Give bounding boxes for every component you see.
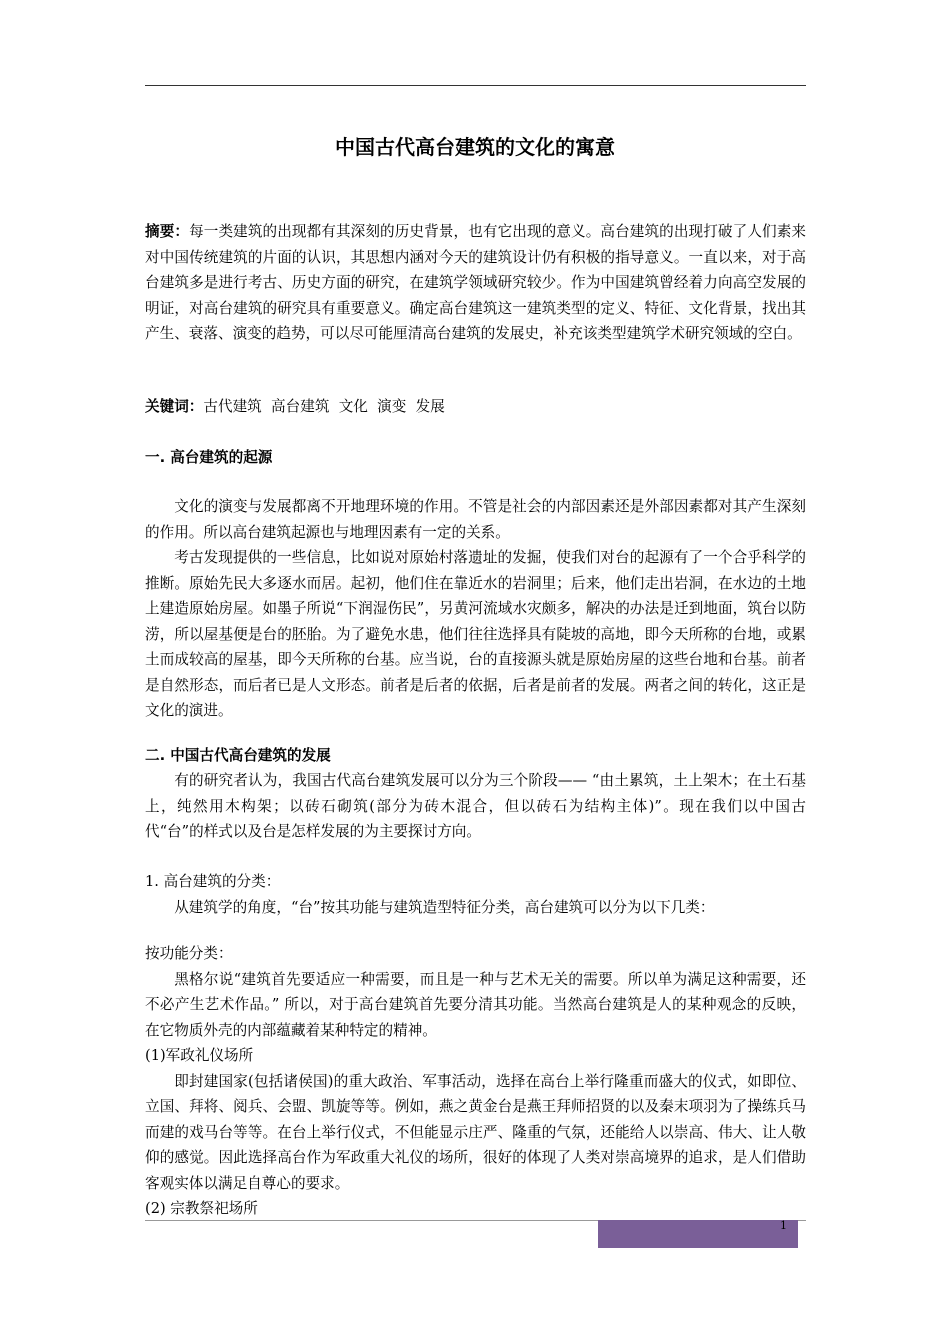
keywords-paragraph bbox=[145, 394, 806, 420]
keywords-text: 古代建筑 高台建筑 文化 演变 发展 bbox=[203, 398, 445, 415]
abstract-text: 每一类建筑的出现都有其深刻的历史背景，也有它出现的意义。高台建筑的出现打破了人们素来对中国传统建筑的片面的认识，其思想内涵对今天的建筑设计仍有积极的指导意义。一直以来，对于高台建筑多是进行考古、历史方面的研究，在建筑学领域研究较少。作为中国建筑曾经着力向高空发展的明证，对高台建筑的研究具有重要意义。确定高台建筑这一建筑类型的定义、特征、文化背景，找出其产生、衰落、演变的趋势，可以尽可能厘清高台建筑的发展史，补充该类型建筑学术研究领域的空白。 bbox=[145, 223, 806, 342]
section1-paragraph-2: 考古发现提供的一些信息，比如说对原始村落遗址的发掘，使我们对台的起源有了一个合乎科学的推断。原始先民大多逐水而居。起初，他们住在靠近水的岩洞里；后来，他们走出岩洞，在水边的土地上建造原始房屋。如墨子所说“下润湿伤民”，另黄河流域水灾颇多，解决的办法是迁到地面，筑台以防涝，所以屋基便是台的胚胎。为了避免水患，他们往往选择具有陡坡的高地，即今天所称的台地，或累土而成较高的屋基，即今天所称的台基。应当说，台的直接源头就是原始房屋的这些台地和台基。前者是自然形态，而后者已是人文形态。前者是后者的依据，后者是前者的发展。两者之间的转化，这正是文化的演进。 bbox=[145, 549, 806, 719]
section2-body bbox=[145, 768, 806, 845]
keywords-label: 关键词： bbox=[145, 398, 204, 415]
section2-paragraph-1: 有的研究者认为，我国古代高台建筑发展可以分为三个阶段—— “由土累筑，土上架木；在土石基上，纯然用木构架；以砖石砌筑(部分为砖木混合，但以砖石为结构主体)”。现在我们以中国古代“台”的样式以及台是怎样发展的为主要探讨方向。 bbox=[145, 772, 806, 840]
subsection1-heading: 1. 高台建筑的分类： bbox=[145, 873, 281, 890]
document-title: 中国古代高台建筑的文化的寓意 bbox=[335, 135, 615, 159]
section2-heading: 二. 中国古代高台建筑的发展 bbox=[145, 747, 331, 764]
item1-text: 即封建国家(包括诸侯国)的重大政治、军事活动，选择在高台上举行隆重而盛大的仪式，如即位、立国、拜将、阅兵、会盟、凯旋等等。例如，燕之黄金台是燕王拜师招贤的以及秦末项羽为了操练兵马而建的戏马台等等。在台上举行仪式，不但能显示庄严、隆重的气氛，还能给人以崇高、伟大、让人敬仰的感觉。因此选择高台作为军政重大礼仪的场所，很好的体现了人类对崇高境界的追求，是人们借助客观实体以满足自尊心的要求。 bbox=[145, 1072, 806, 1192]
subsection1-paragraph: 从建筑学的角度，“台”按其功能与建筑造型特征分类，高台建筑可以分为以下几类： bbox=[174, 898, 715, 916]
abstract-label: 摘要： bbox=[145, 223, 190, 240]
section1-heading: 一. 高台建筑的起源 bbox=[145, 449, 273, 466]
section1-paragraph-1: 文化的演变与发展都离不开地理环境的作用。不管是社会的内部因素还是外部因素都对其产生深刻的作用。所以高台建筑起源也与地理因素有一定的关系。 bbox=[145, 498, 806, 541]
page-number: 1 bbox=[780, 1219, 787, 1232]
function-section bbox=[145, 941, 806, 1222]
item2-label: (2) 宗教祭祀场所 bbox=[145, 1200, 258, 1217]
header-rule bbox=[145, 85, 806, 86]
abstract-paragraph bbox=[145, 219, 806, 347]
subsection1 bbox=[145, 869, 806, 920]
function-paragraph: 黑格尔说“建筑首先要适应一种需要，而且是一种与艺术无关的需要。所以单为满足这种需要，还不必产生艺术作品。” 所以，对于高台建筑首先要分清其功能。当然高台建筑是人的某种观念的反映，在它物质外壳的内部蕴藏着某种特定的精神。 bbox=[145, 970, 806, 1039]
footer-bar bbox=[598, 1220, 798, 1248]
section1-body bbox=[145, 494, 806, 724]
function-heading: 按功能分类： bbox=[145, 945, 233, 962]
item1-label: (1)军政礼仪场所 bbox=[145, 1047, 254, 1064]
